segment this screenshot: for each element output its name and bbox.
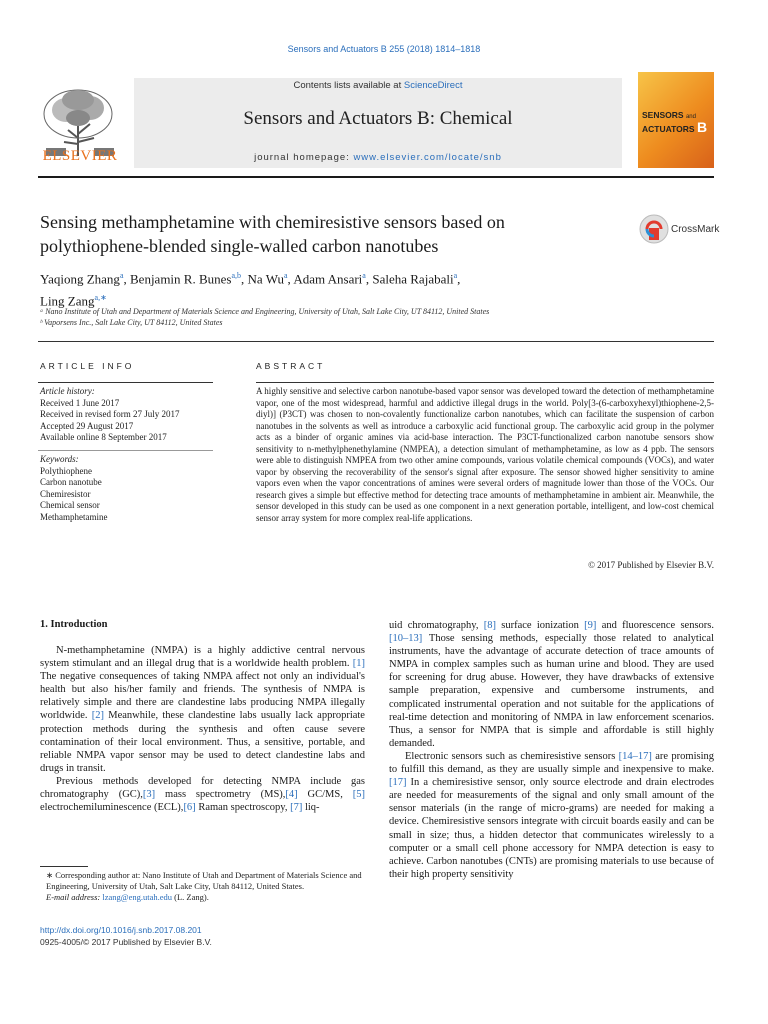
keywords-label: Keywords: — [40, 454, 79, 464]
body-column-right — [389, 619, 714, 881]
author-name[interactable]: Ling Zang — [40, 293, 95, 309]
paragraph-text: electrochemiluminescence (ECL), — [40, 802, 184, 814]
reference-link[interactable]: [14–17] — [618, 750, 652, 762]
contents-prefix: Contents lists available at — [293, 80, 404, 91]
journal-title[interactable]: Sensors and Actuators B: Chemical — [243, 108, 513, 129]
author-affil-mark[interactable]: a,∗ — [94, 293, 107, 303]
email-suffix: (L. Zang). — [172, 892, 209, 902]
journal-homepage-line — [134, 152, 622, 163]
reference-link[interactable]: [9] — [584, 620, 597, 631]
corresponding-note: ∗ Corresponding author at: Nano Institute of Utah and Department of Materials Science and Engineering, University of Utah, Salt Lake City, Utah 84112, United States. — [46, 870, 362, 891]
journal-citation[interactable]: Sensors and Actuators B 255 (2018) 1814–1818 — [287, 44, 481, 54]
article-info-heading: ARTICLE INFO — [40, 361, 135, 371]
homepage-prefix: journal homepage: — [254, 152, 354, 163]
article-info-rule — [38, 382, 213, 383]
cover-title — [642, 110, 707, 134]
history-item: Accepted 29 August 2017 — [40, 420, 134, 431]
keywords-block — [40, 454, 215, 523]
title-line-1: Sensing methamphetamine with chemiresistive sensors based on — [40, 212, 505, 232]
section-heading-introduction: 1. Introduction — [40, 619, 108, 630]
email-label: E-mail address: — [46, 892, 103, 902]
abstract-rule — [256, 382, 714, 383]
author-name[interactable]: Benjamin R. Bunes — [130, 271, 232, 287]
paragraph — [389, 619, 714, 750]
history-label: Article history: — [40, 386, 95, 396]
keyword-item: Chemical sensor — [40, 500, 100, 510]
abstract-copyright: © 2017 Published by Elsevier B.V. — [588, 560, 714, 570]
article-history — [40, 386, 215, 444]
history-item: Available online 8 September 2017 — [40, 432, 167, 442]
homepage-link[interactable]: www.elsevier.com/locate/snb — [353, 152, 502, 163]
elsevier-wordmark: ELSEVIER — [42, 148, 118, 164]
email-line — [40, 892, 365, 903]
paragraph-text: Electronic sensors such as chemiresistive sensors — [405, 750, 619, 762]
email-link[interactable]: lzang@eng.utah.edu — [102, 892, 173, 902]
corresponding-author-footnote — [40, 870, 365, 903]
section-rule — [38, 341, 714, 342]
paragraph-text: are promising to fulfill this demand, as they are usually simple and inexpensive to make. — [389, 750, 714, 776]
header-rule — [38, 176, 714, 178]
author-name[interactable]: Adam Ansari — [293, 271, 363, 287]
reference-link[interactable]: [3] — [142, 789, 156, 801]
reference-link[interactable]: [8] — [483, 620, 496, 631]
keyword-item: Polythiophene — [40, 465, 92, 476]
author-list: Yaqiong Zhang$^a$, Benjamin R. Bunes$^{a,b}$, Na Wu$^a$, Adam Ansari$^a$, Saleha Rajabali$^a$, Ling Zang$^{a,∗}$ — [40, 271, 461, 309]
author-affil-mark[interactable]: a — [119, 271, 124, 280]
paragraph-text: In a chemiresistive sensor, only source electrode and drain electrodes are needed for measurements of the signal and only small amount of the sensor materials (in the range of micro-grams) are needed for making a device. Chemiresistive sensors integrate with circuit boards easily and can be small in size; thus, a hidden detector that communicates wirelessly to a computer or a small cell phone accessory for NMPA detection is easy to achieve. Carbon nanotubes (CNTs) are promising materials to use because of their high property sensitivity — [389, 777, 714, 880]
paragraph-text: surface ionization — [496, 620, 585, 631]
author-affil-mark[interactable]: a — [453, 271, 458, 280]
reference-link[interactable]: [10–13] — [389, 633, 423, 645]
crossmark-label[interactable]: CrossMark — [671, 224, 720, 235]
abstract-text: A highly sensitive and selective carbon nanotube-based vapor sensor was developed toward the detection of methamphetamine vapor, one of the most widespread, harmful and addictive illegal drugs in the world. Poly[3-(6-carboxyhexyl)thiophene-2,5-diyl)] (P3CT) was chosen to non-covalently functionalize carbon nanotubes, which can facilitate the suspension of carbon nanotubes in the solvents as well as introduce a carboxylic acid functional group. The carboxylic acid group in the polymer acts as a binder of organic amines via acid-base interaction. The P3CT-functionalized carbon nanotube sensors show sensitivity to n-methylphenethylamine (NMPEA), a detection simulant of methamphetamine, as low as 4 ppb. The sensors were able to distinguish NMPEA from two other amine compounds, various volatile chemical compounds (VOCs), and water vapor by observing the recoverability of the sensor's signal after exposure. The sensor showed higher sensitivity to amine vapors even when the vapor concentrations of amines were several orders of magnitude lower than those of the VOCs. Our research gives a simple but effective method for detecting trace amounts of methamphetamine in ambient air. Meanwhile, the sensor developed in this study can be used as one component in a next generation portable, intelligent, and low-cost chemical sensor array system for more complex real-life applications. — [256, 386, 714, 523]
body-column-left — [40, 644, 365, 814]
reference-link[interactable]: [17] — [389, 777, 407, 789]
paragraph-text: GC/MS, — [297, 789, 353, 801]
affiliation-a: ᵃ Nano Institute of Utah and Department of Materials Science and Engineering, University of Utah, Salt Lake City, UT 84112, United States — [40, 307, 490, 316]
paragraph-text: liq- — [302, 802, 320, 814]
paragraph-text: uid chromatography, — [389, 620, 484, 631]
issn-copyright: 0925-4005/© 2017 Published by Elsevier B.V. — [40, 937, 212, 947]
reference-link[interactable]: [1] — [352, 658, 365, 670]
author-name[interactable]: Saleha Rajabali — [372, 271, 454, 287]
author-affil-mark[interactable]: a,b — [231, 271, 242, 280]
contents-available-line — [134, 80, 622, 91]
history-item: Received 1 June 2017 — [40, 397, 120, 408]
paragraph-text: The negative consequences of taking NMPA affect not only an individual's health but also his/her family and friends. The synthesis of NMPA is relatively simple and there are clandestine labs producing NMPA illegally worldwide. — [40, 671, 365, 722]
paragraph-text: Meanwhile, these clandestine labs usually lack appropriate protection methods during the synthesis and often cause severe contamination of their local environment. Thus, a sensitive, portable, and reliable NMPA vapor sensor may be used to detect clandestine labs and drugs in transit. — [40, 710, 365, 774]
affiliation-b: ᵇ Vaporsens Inc., Salt Lake City, UT 84112, United States — [40, 318, 223, 327]
author-affil-mark[interactable]: a — [283, 271, 288, 280]
author-affil-mark[interactable]: a — [362, 271, 366, 280]
reference-link[interactable]: [6] — [183, 802, 196, 814]
paragraph-text: and fluorescence sensors. — [596, 620, 715, 631]
history-item: Received in revised form 27 July 2017 — [40, 409, 180, 419]
reference-link[interactable]: [2] — [91, 710, 105, 722]
abstract-heading: ABSTRACT — [256, 361, 326, 371]
keyword-item: Chemiresistor — [40, 488, 91, 499]
footnote-rule — [40, 866, 88, 867]
paragraph — [389, 750, 714, 881]
paragraph-text: Raman spectroscopy, — [195, 802, 291, 814]
article-title — [40, 210, 620, 258]
paragraph — [40, 775, 365, 814]
author-name[interactable]: Na Wu — [247, 271, 284, 287]
paragraph-text: mass spectrometry (MS), — [155, 789, 286, 801]
reference-link[interactable]: [4] — [285, 789, 298, 801]
keyword-item: Methamphetamine — [40, 511, 108, 522]
title-line-2: polythiophene-blended single-walled carbon nanotubes — [40, 236, 439, 256]
paragraph-text: Those sensing methods, especially those related to analytical instruments, have the advantage of accurate detection of trace amounts of NMPA in complex samples such as human urine and blood. They are used for screening for drug abuse. However, they have drawbacks of extensive sample preparation, expensive and cumbersome instruments, and complicated instrumental operation and not suitable for the applications of real-time detection and monitoring of NMPA in law enforcement scenarios. Thus, a sensor for NMPA that is simple and affordable is still highly demanded. — [389, 633, 714, 749]
cover-word-sensors: SENSORS and — [642, 110, 696, 120]
sciencedirect-link[interactable]: ScienceDirect — [403, 80, 463, 91]
article-info-divider — [38, 450, 213, 451]
reference-link[interactable]: [5] — [352, 789, 365, 801]
keyword-item: Carbon nanotube — [40, 477, 102, 487]
paragraph-text: Previous methods developed for detecting NMPA include gas chromatography (GC), — [40, 775, 365, 801]
reference-link[interactable]: [7] — [290, 802, 303, 814]
cover-word-actuators: ACTUATORS B — [642, 119, 708, 135]
doi-link[interactable]: http://dx.doi.org/10.1016/j.snb.2017.08.201 — [40, 925, 202, 935]
paragraph — [40, 644, 365, 775]
author-name[interactable]: Yaqiong Zhang — [40, 271, 120, 287]
paragraph-text: N-methamphetamine (NMPA) is a highly addictive central nervous system stimulant and an illegal drug that is a worldwide health problem. — [40, 645, 365, 670]
